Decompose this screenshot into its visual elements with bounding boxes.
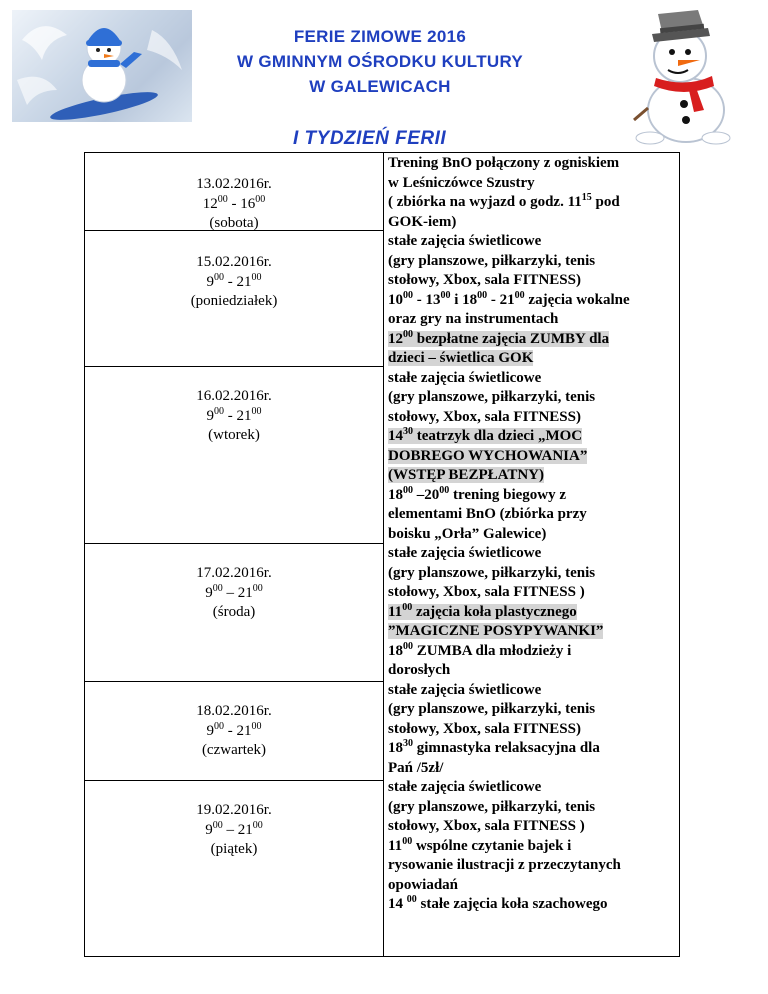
column-divider — [383, 153, 384, 956]
program-column — [388, 154, 678, 915]
title-line-3: W GALEWICACH — [309, 77, 451, 96]
program-line: stałe zajęcia świetlicowe — [388, 545, 542, 561]
program-line: dorosłych — [388, 662, 451, 678]
title-line-1: FERIE ZIMOWE 2016 — [293, 27, 467, 46]
program-line: (gry planszowe, piłkarzyki, tenis — [388, 389, 596, 405]
schedule-table — [84, 152, 680, 957]
program-line: stołowy, Xbox, sala FITNESS) — [388, 720, 581, 737]
snowman-hat-image — [620, 8, 752, 146]
day-cell-sat — [85, 153, 383, 231]
program-line: 14 $^{00}$ stałe zajęcia koła szachowego — [388, 894, 608, 912]
day-date: 17.02.2016r. — [196, 565, 272, 581]
program-line: (gry planszowe, piłkarzyki, tenis — [388, 701, 596, 717]
program-line: GOK-iem) — [388, 213, 457, 230]
program-line: $18^{00}$ ZUMBA dla młodzieży i — [388, 640, 572, 659]
program-line: boisku „Orła” Galewice) — [388, 525, 547, 542]
program-line: stołowy, Xbox, sala FITNESS ) — [388, 584, 585, 600]
program-line-highlight: $12^{00}$ bezpłatne zajęcia ZUMBY dla — [388, 328, 610, 347]
day-hours: $9^{00} - 21^{00}$ — [206, 271, 262, 290]
program-line: $11^{00}$ wspólne czytanie bajek i — [388, 835, 572, 854]
day-cell-mon — [85, 231, 383, 367]
day-hours: $9^{00} - 21^{00}$ — [206, 720, 262, 739]
program-line: stałe zajęcia świetlicowe — [388, 233, 542, 249]
day-date: 15.02.2016r. — [196, 254, 272, 270]
day-weekday: (piątek) — [210, 841, 258, 857]
day-cell-wed — [85, 544, 383, 682]
program-line: stołowy, Xbox, sala FITNESS ) — [388, 818, 585, 834]
program-line: stałe zajęcia świetlicowe — [388, 779, 542, 795]
program-line: rysowanie ilustracji z przeczytanych — [388, 857, 621, 873]
day-weekday: (sobota) — [209, 215, 259, 231]
day-weekday: (poniedziałek) — [190, 293, 278, 309]
day-weekday: (czwartek) — [201, 742, 267, 758]
program-line: Trening BnO połączony z ogniskiem — [388, 155, 620, 171]
program-line: oraz gry na instrumentach — [388, 311, 559, 327]
day-date: 16.02.2016r. — [196, 388, 272, 404]
program-line: w Leśniczówce Szustry — [388, 174, 535, 191]
program-line: (gry planszowe, piłkarzyki, tenis — [388, 252, 596, 269]
program-line: stałe zajęcia świetlicowe — [388, 681, 542, 698]
program-line: ( zbiórka na wyjazd o godz. $11^{15}$ pod — [388, 192, 620, 210]
day-hours: $9^{00} - 21^{00}$ — [205, 582, 263, 601]
program-line: stołowy, Xbox, sala FITNESS) — [388, 408, 581, 425]
program-line-highlight: $14^{30}$ teatrzyk dla dzieci „MOC — [388, 426, 583, 444]
program-line: (gry planszowe, piłkarzyki, tenis — [388, 798, 596, 815]
program-line: (gry planszowe, piłkarzyki, tenis — [388, 564, 596, 581]
day-cell-tue — [85, 367, 383, 544]
day-date: 13.02.2016r. — [196, 176, 272, 192]
day-weekday: (wtorek) — [208, 427, 260, 443]
day-hours: $12^{00} - 16^{00}$ — [202, 193, 266, 212]
program-line-highlight: ”MAGICZNE POSYPYWANKI” — [388, 623, 604, 639]
program-line: $18^{00}$ $-20^{00}$ trening biegowy z — [388, 484, 567, 503]
program-line: elementami BnO (zbiórka przy — [388, 506, 587, 522]
day-hours: $9^{00} - 21^{00}$ — [206, 405, 262, 424]
day-date: 18.02.2016r. — [196, 703, 272, 719]
program-line-highlight: dzieci – świetlica GOK — [388, 350, 534, 366]
program-line-highlight: DOBREGO WYCHOWANIA” — [388, 447, 588, 464]
program-line: stołowy, Xbox, sala FITNESS) — [388, 272, 581, 288]
day-cell-thu — [85, 682, 383, 781]
day-hours: $9^{00} - 21^{00}$ — [205, 819, 263, 838]
title-line-2: W GMINNYM OŚRODKU KULTURY — [236, 52, 524, 71]
day-date: 19.02.2016r. — [196, 802, 272, 818]
day-cell-fri — [85, 781, 383, 956]
program-line: opowiadań — [388, 876, 459, 893]
program-line: $18^{30}$ gimnastyka relaksacyjna dla — [388, 738, 600, 756]
day-weekday: (środa) — [212, 604, 256, 620]
page-title — [150, 24, 610, 99]
program-line-highlight: (WSTĘP BEZPŁATNY) — [388, 467, 544, 483]
program-line: Pań /5zł/ — [388, 759, 444, 776]
program-line: $10^{00} - 13^{00}$ i $18^{00} - 21^{00}$ zajęcia wokalne — [388, 289, 630, 308]
week-heading: I TYDZIEŃ FERII — [293, 128, 447, 149]
program-line-highlight: $11^{00}$ zajęcia koła plastycznego — [388, 601, 577, 620]
program-line: stałe zajęcia świetlicowe — [388, 369, 542, 386]
